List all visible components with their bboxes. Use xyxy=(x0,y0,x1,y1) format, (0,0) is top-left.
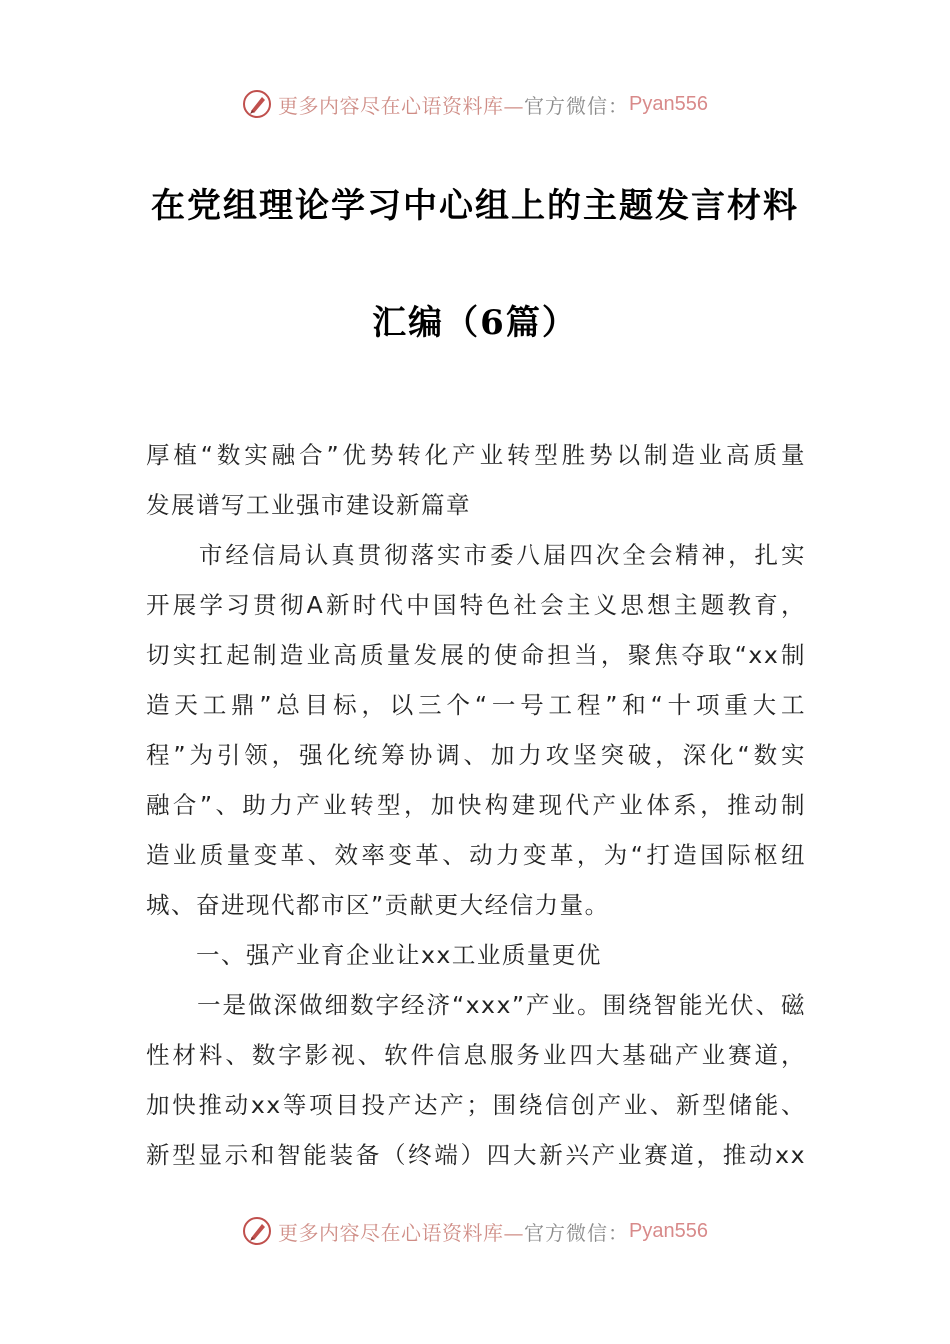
body-line: 厚植“数实融合”优势转化产业转型胜势以制造业高质量 xyxy=(146,441,806,469)
body-line: 发展谱写工业强市建设新篇章 xyxy=(146,491,471,519)
body-line: 融合”、助力产业转型，加快构建现代产业体系，推动制 xyxy=(146,791,806,819)
pen-logo-icon xyxy=(242,1216,272,1246)
body-line: 市经信局认真贯彻落实市委八届四次全会精神，扎实 xyxy=(146,541,806,569)
document-title-line-1: 在党组理论学习中心组上的主题发言材料 xyxy=(151,186,799,226)
pen-logo-icon xyxy=(242,89,272,119)
banner-text: 更多内容尽在心语资料库— xyxy=(278,1220,525,1245)
banner-wechat-id: Pyan556 xyxy=(629,1219,708,1242)
footer-banner xyxy=(0,1211,950,1251)
document-title-line-2: 汇编（6篇） xyxy=(372,303,578,343)
banner-wechat-id: Pyan556 xyxy=(629,92,708,115)
body-line: 造业质量变革、效率变革、动力变革，为“打造国际枢纽 xyxy=(146,841,806,869)
section-heading: 一、强产业育企业让xx工业质量更优 xyxy=(146,941,602,969)
body-line: 性材料、数字影视、软件信息服务业四大基础产业赛道， xyxy=(146,1041,806,1069)
banner-label: 官方微信： xyxy=(524,93,630,118)
banner-label: 官方微信： xyxy=(524,1220,630,1245)
body-line: 程”为引领，强化统筹协调、加力攻坚突破，深化“数实 xyxy=(146,741,806,769)
banner-text: 更多内容尽在心语资料库— xyxy=(278,93,525,118)
body-line: 城、奋进现代都市区”贡献更大经信力量。 xyxy=(146,891,610,919)
body-line: 造天工鼎”总目标，以三个“一号工程”和“十项重大工 xyxy=(146,691,806,719)
body-line: 加快推动xx等项目投产达产；围绕信创产业、新型储能、 xyxy=(146,1091,806,1119)
header-banner xyxy=(0,84,950,124)
body-line: 新型显示和智能装备（终端）四大新兴产业赛道，推动xx xyxy=(146,1141,806,1169)
body-line: 一是做深做细数字经济“xxx”产业。围绕智能光伏、磁 xyxy=(146,991,806,1019)
body-line: 切实扛起制造业高质量发展的使命担当，聚焦夺取“xx制 xyxy=(146,641,806,669)
body-line: 开展学习贯彻A新时代中国特色社会主义思想主题教育， xyxy=(146,591,806,619)
